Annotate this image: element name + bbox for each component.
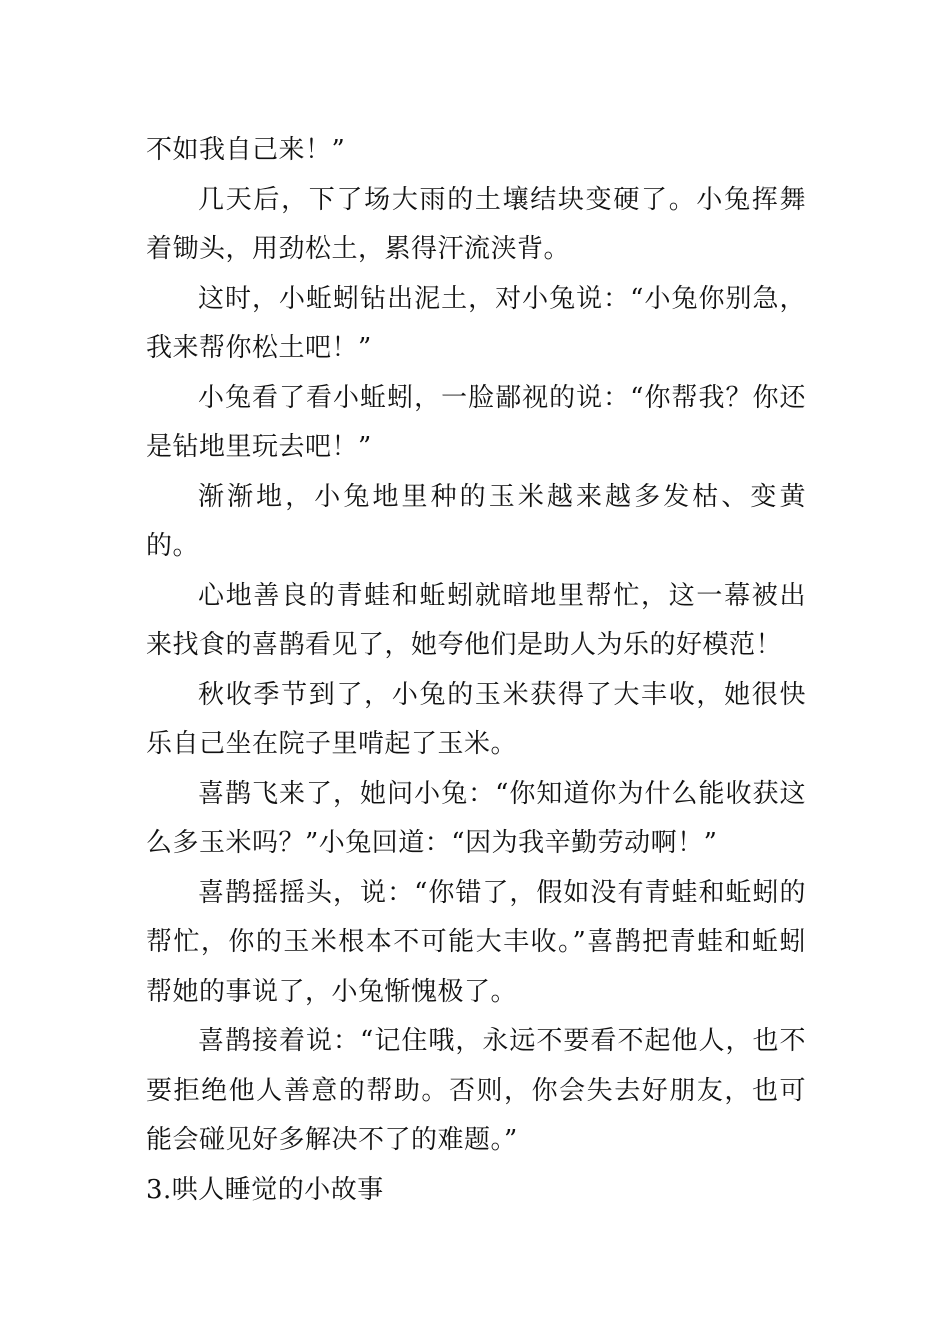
section-heading: 3.哄人睡觉的小故事	[146, 1174, 384, 1205]
paragraph-earthworm-offer: 这时，小蚯蚓钻出泥土，对小兔说：“小兔你别急，我来帮你松土吧！”	[146, 283, 806, 363]
paragraph-moral: 喜鹊接着说：“记住哦，永远不要看不起他人，也不要拒绝他人善意的帮助。否则，你会失去好朋友，也可能会碰见好多解决不了的难题。”	[146, 1026, 806, 1155]
paragraph-rabbit-refuses: 小兔看了看小蚯蚓，一脸鄙视的说：“你帮我？你还是钻地里玩去吧！”	[146, 382, 806, 462]
paragraph-magpie-explains: 喜鹊摇摇头，说：“你错了，假如没有青蛙和蚯蚓的帮忙，你的玉米根本不可能大丰收。”喜鹊把青蛙和蚯蚓帮她的事说了，小兔惭愧极了。	[146, 877, 806, 1007]
paragraph-harvest: 秋收季节到了，小兔的玉米获得了大丰收，她很快乐自己坐在院子里啃起了玉米。	[146, 679, 806, 759]
paragraph-magpie-question: 喜鹊飞来了，她问小兔：“你知道你为什么能收获这么多玉米吗？”小兔回道：“因为我辛勤劳动啊！”	[146, 778, 806, 858]
paragraph-soil-hardened: 几天后，下了场大雨的土壤结块变硬了。小兔挥舞着锄头，用劲松土，累得汗流浃背。	[146, 184, 806, 264]
paragraph-secret-help: 心地善良的青蛙和蚯蚓就暗地里帮忙，这一幕被出来找食的喜鹊看见了，她夸他们是助人为乐的好模范！	[146, 580, 806, 660]
paragraph-continuation: 不如我自己来！”	[146, 135, 346, 165]
document-body	[146, 126, 806, 1215]
paragraph-corn-withering: 渐渐地，小兔地里种的玉米越来越多发枯、变黄的。	[146, 481, 806, 561]
